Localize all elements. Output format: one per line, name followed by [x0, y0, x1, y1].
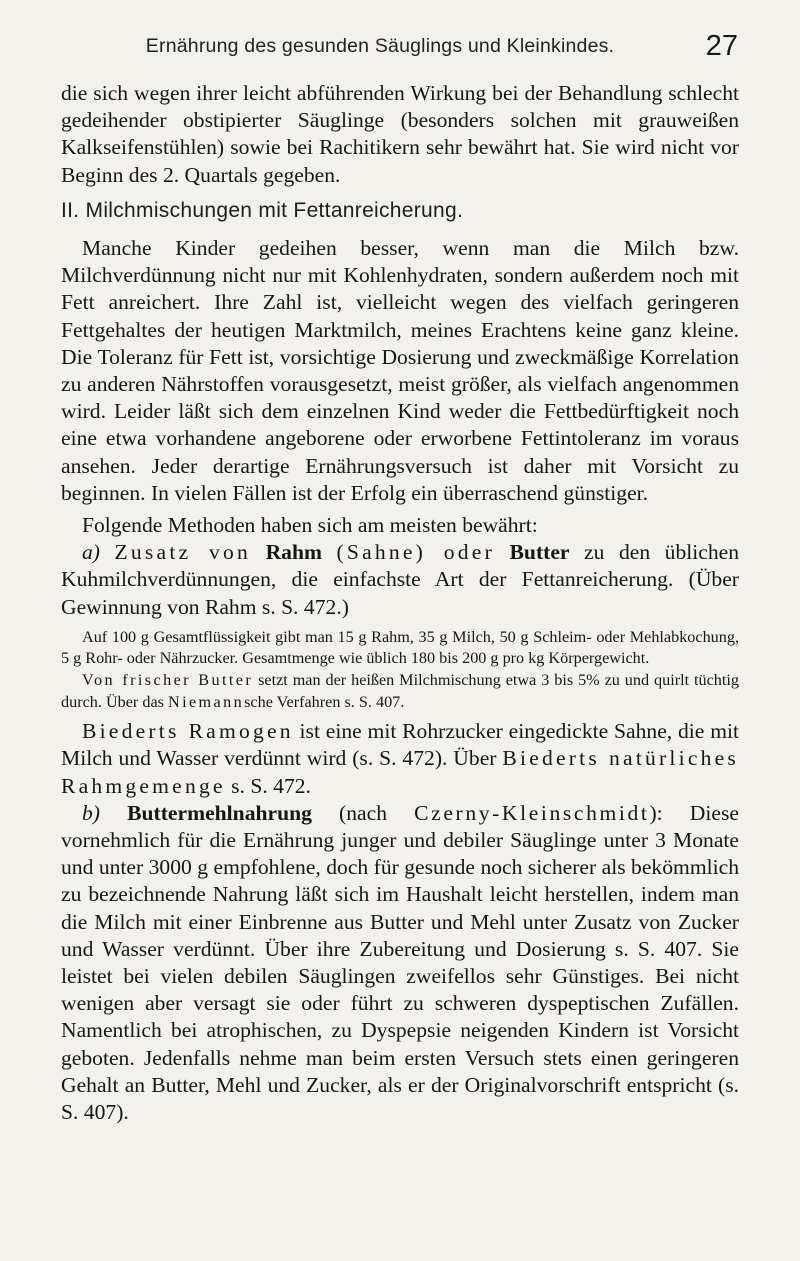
small-paragraph-butter: [61, 670, 739, 713]
running-title: Ernährung des gesunden Säuglings und Kleinkindes.: [145, 35, 615, 57]
bold-term-rahm: Rahm: [265, 540, 322, 565]
page-header: [0, 30, 800, 73]
paragraph-fat-enrichment: Manche Kinder gedeihen besser, wenn man die Milch bzw. Milchverdünnung nicht nur mit Kohlenhydraten, sondern außerdem noch mit Fett anreichert. Ihre Zahl ist, vielleicht wegen des vielfach geringeren Fettgehaltes der heutigen Marktmilch, meines Erachtens keine ganz kleine. Die Toleranz für Fett ist, vorsichtige Dosierung und zweckmäßige Korrelation zu anderen Nährstoffen vorausgesetzt, meist größer, als vielfach angenommen wird. Leider läßt sich dem einzelnen Kind weder die Fettbedürftigkeit noch eine etwa vorhandene angeborene oder erworbene Fettintoleranz im voraus ansehen. Jeder derartige Ernährungsversuch ist daher mit Vorsicht zu beginnen. In vielen Fällen ist der Erfolg ein überraschend günstiger.: [61, 236, 739, 505]
spaced-text: Von frischer Butter: [82, 671, 254, 690]
paragraph-method-b: [61, 800, 739, 1126]
paragraph-method-a: [61, 539, 739, 621]
spaced-name: Biederts Ramogen: [82, 719, 294, 744]
paragraph-text: zu den üblichen Kuhmilchverdünnungen, die einfachste Art der Fettanreicherung. (Über Gewinnung von Rahm s. S. 472.): [61, 540, 740, 619]
paragraph-text: ): Diese vornehmlich für die Ernährung junger und debiler Säuglinge unter 3 Monate und unter 3000 g empfohlene, doch für gesunde noch sicherer als bekömmlich zu bezeichnende Nahrung läßt sich im Haushalt leicht herstellen, indem man die Milch mit einer Einbrenne aus Butter und Mehl unter Zusatz von Zucker und Wasser verdünnt. Über ihre Zubereitung und Dosierung s. S. 407. Sie leistet bei vielen debilen Säuglingen zweifellos sehr Günstiges. Bei nicht wenigen aber versagt sie oder führt zu schweren dyspeptischen Zufällen. Namentlich bei atrophischen, zu Dyspepsie neigenden Kindern ist Vorsicht geboten. Jedenfalls nehme man beim ersten Versuch stets einen geringeren Gehalt an Butter, Mehl und Zucker, als er der Originalvorschrift entspricht (s. S. 407).: [61, 800, 739, 1125]
spaced-name: Biederts natürliches Rahmgemenge: [61, 746, 739, 798]
paragraph-text: setzt man der heißen Milchmischung etwa 3 bis 5% zu und quirlt tüchtig durch. Über das: [61, 671, 739, 711]
page-number: 27: [705, 30, 738, 62]
marker-a: a): [82, 540, 100, 565]
paragraph-methods: Folgende Methoden haben sich am meisten bewährt:: [82, 513, 538, 538]
paragraph-ramogen: [61, 718, 739, 800]
bold-term-butter: Butter: [509, 540, 570, 565]
paragraph-text: sche Verfahren s. S. 407.: [244, 692, 405, 711]
spaced-name: Niemann: [167, 692, 245, 711]
marker-b: b): [82, 800, 100, 825]
section-block: [0, 185, 800, 1126]
bold-term-buttermehlnahrung: Buttermehlnahrung: [127, 800, 312, 825]
section-heading: II. Milchmischungen mit Fettanreicherung.: [61, 199, 464, 222]
small-print-block: [61, 627, 739, 713]
body-text: [61, 80, 739, 189]
paragraph-text: ist eine mit Rohrzucker eingedickte Sahne, die mit Milch und Wasser verdünnt wird (s. S. 472). Über: [61, 719, 739, 771]
paragraph-text: (nach: [339, 800, 388, 825]
small-paragraph-recipe: Auf 100 g Gesamtflüssigkeit gibt man 15 g Rahm, 35 g Milch, 50 g Schleim- oder Mehlabkochung, 5 g Rohr- oder Nährzucker. Gesamtmenge wie üblich 180 bis 200 g pro kg Körpergewicht.: [61, 627, 739, 668]
paragraph-intro: die sich wegen ihrer leicht abführenden Wirkung bei der Behandlung schlecht gedeihender obstipierter Säuglinge (besonders solchen mit grauweißen Kalkseifenstühlen) sowie bei Rachitikern sehr bewährt hat. Sie wird nicht vor Beginn des 2. Quartals gegeben.: [61, 81, 739, 187]
paragraph-text: s. S. 472.: [231, 773, 311, 798]
spaced-text: Zusatz von: [114, 540, 252, 565]
spaced-name: Czerny-Kleinschmidt: [414, 800, 650, 825]
spaced-text: (Sahne) oder: [336, 540, 495, 565]
section-body: [61, 235, 739, 1126]
